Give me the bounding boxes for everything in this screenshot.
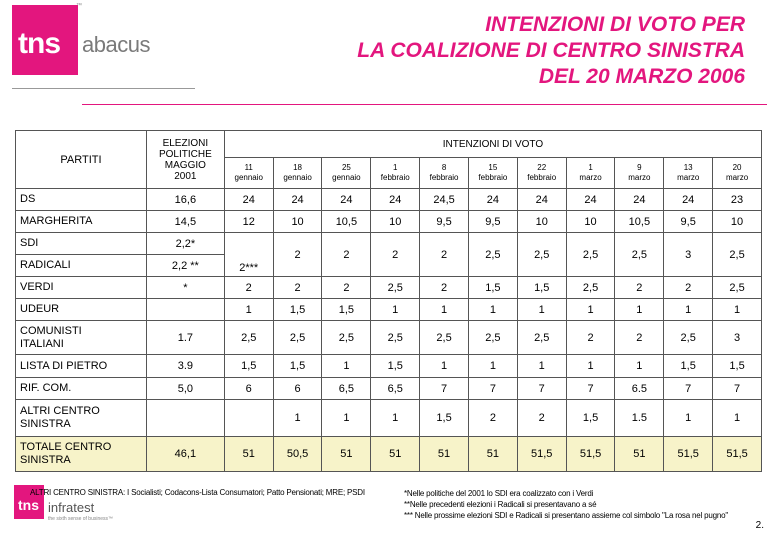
date-day: 18 (293, 163, 303, 172)
infratest-logo-text: infratest (48, 500, 95, 515)
vote-value-cell: 9,5 (468, 211, 517, 233)
footnote-3: *** Nelle prossime elezioni SDI e Radicali si presentano assieme col simbolo "La rosa nel pugno" (404, 511, 728, 520)
vote-value-cell: 1 (566, 355, 615, 378)
vote-value-cell: 7 (713, 378, 762, 400)
vote-value-cell: 10,5 (322, 211, 371, 233)
vote-value-cell: 24 (615, 189, 664, 211)
party-cell: RIF. COM. (16, 378, 147, 400)
date-header-cell (371, 158, 420, 189)
vote-value-cell: 2,5 (322, 321, 371, 355)
vote-intentions-table (15, 130, 762, 472)
vote-value-cell: 2,5 (468, 321, 517, 355)
date-month: gennaio (283, 173, 312, 182)
page-title (357, 12, 745, 90)
date-header-cell (566, 158, 615, 189)
date-day: 20 (732, 163, 742, 172)
header-elezioni-line: ELEZIONI (162, 137, 209, 149)
vote-value-cell: 51,5 (664, 437, 713, 472)
title-line-2: LA COALIZIONE DI CENTRO SINISTRA (357, 39, 745, 62)
vote-value-cell: 3 (713, 321, 762, 355)
date-month: gennaio (234, 173, 263, 182)
trademark-mark: ™ (76, 3, 82, 9)
title-divider (82, 104, 767, 105)
elezioni-2001-cell: 46,1 (146, 437, 224, 472)
vote-value-cell: 10 (713, 211, 762, 233)
date-month: marzo (725, 173, 749, 182)
vote-value-cell: 1 (273, 400, 322, 437)
vote-value-cell: 2,5 (566, 233, 615, 277)
vote-value-cell (224, 400, 273, 437)
vote-value-cell: 1 (224, 299, 273, 321)
vote-value-cell: 2 (566, 321, 615, 355)
vote-value-cell: 1 (615, 299, 664, 321)
vote-value-cell: 2 (322, 277, 371, 299)
vote-value-cell: 24,5 (420, 189, 469, 211)
vote-value-cell: 2,5 (371, 277, 420, 299)
table-row (16, 233, 762, 255)
vote-value-cell: 10 (273, 211, 322, 233)
footnote-1: *Nelle politiche del 2001 lo SDI era coalizzato con i Verdi (404, 489, 594, 498)
vote-value-cell: 9,5 (664, 211, 713, 233)
date-day: 11 (244, 163, 253, 172)
vote-value-cell: 1,5 (273, 299, 322, 321)
vote-value-cell: 2,5 (468, 233, 517, 277)
table-row (16, 299, 762, 321)
elezioni-2001-cell: * (146, 277, 224, 299)
vote-value-cell: 10 (371, 211, 420, 233)
vote-value-cell: 2 (615, 321, 664, 355)
vote-value-cell: 2,5 (713, 277, 762, 299)
vote-value-cell: 1,5 (273, 355, 322, 378)
vote-value-cell: 1 (371, 400, 420, 437)
date-header-cell (468, 158, 517, 189)
tns-logo-text: tns (18, 27, 60, 60)
total-row (16, 437, 762, 472)
elezioni-2001-cell: 3.9 (146, 355, 224, 378)
elezioni-2001-cell (146, 400, 224, 437)
brand-tagline: the sixth sense of business™ (48, 516, 114, 522)
party-cell: DS (16, 189, 147, 211)
elezioni-2001-cell: 2,2 ** (146, 255, 224, 277)
vote-value-cell: 2 (517, 400, 566, 437)
vote-value-cell: 51,5 (566, 437, 615, 472)
vote-value-cell: 1,5 (713, 355, 762, 378)
date-day: 25 (341, 163, 351, 172)
tns-logo (12, 5, 78, 75)
date-day: 15 (488, 163, 498, 172)
footnote-2: **Nelle precedenti elezioni i Radicali si presentavano a sé (404, 500, 597, 509)
vote-value-cell: 6.5 (615, 378, 664, 400)
table-row (16, 211, 762, 233)
table-row (16, 277, 762, 299)
vote-value-cell: 1 (420, 299, 469, 321)
altri-centro-note: ALTRI CENTRO SINISTRA: I Socialisti; Codacons-Lista Consumatori; Patto Pensionati; MRE; PSDI (30, 488, 365, 497)
vote-value-cell: 2,5 (224, 321, 273, 355)
vote-value-cell: 24 (664, 189, 713, 211)
vote-value-cell: 51 (371, 437, 420, 472)
elezioni-2001-cell: 16,6 (146, 189, 224, 211)
date-month: marzo (628, 173, 651, 182)
vote-value-cell: 1 (615, 355, 664, 378)
vote-value-cell: 2 (273, 277, 322, 299)
date-header-cell (664, 158, 713, 189)
vote-value-cell: 2,5 (615, 233, 664, 277)
date-month: marzo (579, 173, 602, 182)
date-day: 1 (588, 163, 593, 172)
party-cell: VERDI (16, 277, 147, 299)
vote-value-cell: 6,5 (371, 378, 420, 400)
vote-value-cell: 7 (664, 378, 713, 400)
vote-value-cell: 2 (615, 277, 664, 299)
vote-value-cell: 24 (566, 189, 615, 211)
vote-value-cell: 1 (371, 299, 420, 321)
vote-value-cell: 1,5 (468, 277, 517, 299)
vote-value-cell: 1 (713, 400, 762, 437)
date-day: 13 (683, 163, 693, 172)
vote-value-cell: 1 (517, 299, 566, 321)
vote-value-cell: 24 (224, 189, 273, 211)
header-intenzioni: INTENZIONI DI VOTO (224, 131, 761, 158)
vote-value-cell: 51 (420, 437, 469, 472)
vote-value-cell: 9,5 (420, 211, 469, 233)
date-day: 1 (393, 163, 398, 172)
date-header-cell (713, 158, 762, 189)
vote-value-cell: 6 (224, 378, 273, 400)
vote-value-cell: 1,5 (517, 277, 566, 299)
date-header-cell (517, 158, 566, 189)
vote-value-cell: 24 (322, 189, 371, 211)
vote-value-cell: 51,5 (713, 437, 762, 472)
vote-value-cell: 7 (420, 378, 469, 400)
vote-value-cell: 2 (224, 277, 273, 299)
header-elezioni-line: MAGGIO (164, 159, 206, 171)
party-cell: UDEUR (16, 299, 147, 321)
table-row (16, 321, 762, 355)
date-month: gennaio (332, 173, 361, 182)
vote-value-cell: 1 (713, 299, 762, 321)
vote-value-cell: 1 (468, 355, 517, 378)
vote-value-cell: 23 (713, 189, 762, 211)
vote-value-cell: 2*** (224, 233, 273, 277)
date-month: febbraio (527, 173, 557, 182)
header-elezioni (146, 131, 224, 189)
date-header-cell (273, 158, 322, 189)
table-row (16, 400, 762, 437)
vote-value-cell: 51 (615, 437, 664, 472)
vote-value-cell: 1,5 (371, 355, 420, 378)
vote-value-cell: 12 (224, 211, 273, 233)
date-month: marzo (677, 173, 700, 182)
table-row (16, 355, 762, 378)
header-partiti: PARTITI (16, 131, 147, 189)
date-header-cell (322, 158, 371, 189)
vote-value-cell: 1 (322, 400, 371, 437)
footnotes (404, 488, 728, 521)
vote-value-cell: 3 (664, 233, 713, 277)
vote-value-cell: 1 (664, 400, 713, 437)
date-day: 9 (637, 163, 642, 172)
vote-value-cell: 10 (566, 211, 615, 233)
elezioni-2001-cell: 1.7 (146, 321, 224, 355)
vote-value-cell: 10 (517, 211, 566, 233)
party-name-line: SINISTRA (20, 454, 71, 466)
party-name-line: COMUNISTI (20, 324, 82, 337)
elezioni-2001-cell (146, 299, 224, 321)
elezioni-2001-cell: 2,2* (146, 233, 224, 255)
vote-value-cell: 1 (322, 355, 371, 378)
vote-value-cell: 6 (273, 378, 322, 400)
abacus-logo-text: abacus (82, 32, 150, 57)
vote-value-cell: 2 (420, 233, 469, 277)
vote-value-cell: 1 (517, 355, 566, 378)
header-elezioni-line: POLITICHE (158, 148, 212, 160)
vote-value-cell: 50,5 (273, 437, 322, 472)
vote-value-cell: 2 (322, 233, 371, 277)
vote-value-cell: 2 (420, 277, 469, 299)
table-row (16, 189, 762, 211)
party-cell: MARGHERITA (16, 211, 147, 233)
vote-value-cell: 24 (371, 189, 420, 211)
party-cell (16, 437, 147, 472)
vote-value-cell: 2,5 (713, 233, 762, 277)
date-header-cell (615, 158, 664, 189)
elezioni-2001-cell: 14,5 (146, 211, 224, 233)
vote-value-cell: 2,5 (664, 321, 713, 355)
title-line-3: DEL 20 MARZO 2006 (538, 65, 745, 88)
vote-value-cell: 2,5 (420, 321, 469, 355)
tns-footer-logo-text: tns (18, 497, 39, 513)
vote-value-cell: 6,5 (322, 378, 371, 400)
vote-value-cell: 7 (517, 378, 566, 400)
date-day: 8 (441, 163, 447, 172)
vote-value-cell: 1,5 (224, 355, 273, 378)
vote-value-cell: 1.5 (615, 400, 664, 437)
vote-value-cell: 1,5 (664, 355, 713, 378)
date-day: 22 (537, 163, 547, 172)
date-header-cell (224, 158, 273, 189)
party-cell: LISTA DI PIETRO (16, 355, 147, 378)
vote-value-cell: 2,5 (371, 321, 420, 355)
date-month: febbraio (380, 173, 410, 182)
header-elezioni-line: 2001 (174, 170, 197, 182)
page-number: 2. (755, 520, 764, 531)
vote-value-cell: 7 (566, 378, 615, 400)
vote-value-cell: 2 (273, 233, 322, 277)
vote-value-cell: 7 (468, 378, 517, 400)
party-cell (16, 400, 147, 437)
date-month: febbraio (478, 173, 508, 182)
vote-value-cell: 24 (517, 189, 566, 211)
vote-value-cell: 24 (273, 189, 322, 211)
title-line-1: INTENZIONI DI VOTO PER (485, 13, 745, 36)
vote-value-cell: 51 (322, 437, 371, 472)
vote-value-cell: 1 (468, 299, 517, 321)
vote-value-cell: 1,5 (322, 299, 371, 321)
vote-value-cell: 2,5 (273, 321, 322, 355)
party-name-line: ITALIANI (20, 337, 64, 350)
table-header-row (16, 131, 762, 158)
vote-value-cell: 24 (468, 189, 517, 211)
vote-value-cell: 51 (224, 437, 273, 472)
vote-value-cell: 2,5 (517, 233, 566, 277)
vote-value-cell: 1,5 (420, 400, 469, 437)
party-cell: SDI (16, 233, 147, 255)
vote-value-cell: 2 (664, 277, 713, 299)
date-header-cell (420, 158, 469, 189)
party-name-line: TOTALE CENTRO (20, 441, 112, 453)
vote-value-cell: 1 (664, 299, 713, 321)
vote-value-cell: 10,5 (615, 211, 664, 233)
vote-value-cell: 51,5 (517, 437, 566, 472)
table-row (16, 378, 762, 400)
vote-value-cell: 51 (468, 437, 517, 472)
vote-value-cell: 2,5 (517, 321, 566, 355)
vote-value-cell: 1 (420, 355, 469, 378)
vote-value-cell: 1 (566, 299, 615, 321)
elezioni-2001-cell: 5,0 (146, 378, 224, 400)
date-month: febbraio (429, 173, 459, 182)
party-cell: RADICALI (16, 255, 147, 277)
vote-value-cell: 2 (371, 233, 420, 277)
vote-value-cell: 2 (468, 400, 517, 437)
party-name-line: SINISTRA (20, 418, 71, 430)
vote-value-cell: 1,5 (566, 400, 615, 437)
vote-value-cell: 2,5 (566, 277, 615, 299)
logo-divider (12, 88, 195, 89)
party-cell (16, 321, 147, 355)
party-name-line: ALTRI CENTRO (20, 405, 100, 417)
